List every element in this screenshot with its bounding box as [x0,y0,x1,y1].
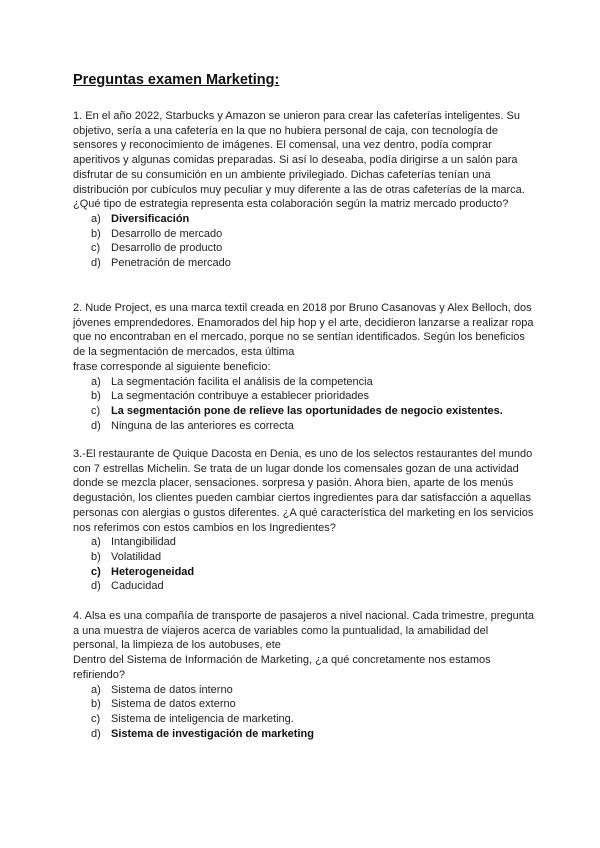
answer-option [73,256,535,271]
answer-options [73,683,535,742]
option-letter: a) [91,536,101,549]
option-text: Penetración de mercado [111,257,231,270]
answer-option [73,727,535,742]
page-title: Preguntas examen Marketing: [73,72,280,88]
question-text-continued: Dentro del Sistema de Información de Marketing, ¿a qué concretamente nos estamos refiriendo? [73,654,491,681]
answer-options [73,212,535,271]
answer-options [73,535,535,594]
answer-option [73,535,535,550]
option-text: Sistema de datos interno [111,683,233,696]
question-1 [73,109,535,271]
question-text: 2. Nude Project, es una marca textil creada en 2018 por Bruno Casanovas y Alex Belloch, dos jóvenes emprendedores. Enamorados del hip hop y el arte, decidieron lanzarse a realizar ropa que no encontraban en el mercado, porque no se sentían identificados. Según los beneficios de la segmentación de mercados, esta última [73,302,534,359]
option-text-correct: Diversificación [111,212,190,225]
question-3 [73,447,535,594]
option-text-correct: La segmentación pone de relieve las oportunidades de negocio existentes. [111,404,503,417]
option-text: Caducidad [111,580,164,593]
option-letter: a) [91,683,101,696]
question-4 [73,609,535,741]
option-letter: a) [91,212,101,225]
option-text-correct: Sistema de investigación de marketing [111,727,314,740]
option-letter: b) [91,227,101,240]
question-text: 4. Alsa es una compañía de transporte de pasajeros a nivel nacional. Cada trimestre, pregunta a una muestra de viajeros acerca de variables como la puntualidad, la amabilidad del personal, la limpieza de los autobuses, ete [73,610,535,652]
option-letter: c) [91,404,101,417]
question-2 [73,301,535,433]
answer-option [73,697,535,712]
option-letter: d) [91,580,101,593]
question-text: 1. En el año 2022, Starbucks y Amazon se unieron para crear las cafeterías inteligentes. Su objetivo, sería a una cafetería en la que no hubiera personal de caja, con tecnología de sensores y reconocimiento de imágenes. El comensal, una vez dentro, podía comprar aperitivos y algunas comidas preparadas. Si así lo deseaba, podía dirigirse a un salón para disfrutar de su consumición en un ambiente privilegiado. Dichas cafeterías tenían una distribución por cubículos muy peculiar y muy diferente a las de otras cafeterías de la marca. ¿Qué tipo de estrategia representa esta colaboración según la matriz mercado producto? [73,110,525,211]
answer-option [73,212,535,227]
option-letter: d) [91,419,101,432]
answer-option [73,227,535,242]
answer-option [73,241,535,256]
option-text: Desarrollo de producto [111,242,223,255]
option-letter: b) [91,390,101,403]
option-text: Volatilidad [111,550,162,563]
option-letter: b) [91,698,101,711]
answer-option [73,565,535,580]
option-letter: c) [91,242,101,255]
option-text: Sistema de datos externo [111,698,236,711]
option-text: Desarrollo de mercado [111,227,223,240]
answer-option [73,375,535,390]
option-text: Sistema de inteligencia de marketing. [111,712,294,725]
answer-option [73,712,535,727]
answer-option [73,550,535,565]
answer-option [73,579,535,594]
option-text: La segmentación contribuye a establecer prioridades [111,390,370,403]
answer-option [73,419,535,434]
option-letter: c) [91,565,101,578]
option-letter: a) [91,375,101,388]
answer-option [73,683,535,698]
option-letter: b) [91,550,101,563]
option-text: Ninguna de las anteriores es correcta [111,419,294,432]
answer-option [73,389,535,404]
option-letter: d) [91,257,101,270]
option-text-correct: Heterogeneidad [111,565,195,578]
question-text-continued: frase corresponde al siguiente beneficio: [73,360,271,373]
question-text: 3.-El restaurante de Quique Dacosta en Denia, es uno de los selectos restaurantes del mundo con 7 estrellas Michelin. Se trata de un lugar donde los comensales gozan de una actividad donde se mezcla placer, sensaciones. sorpresa y pasión. Ahora bien, aparte de los menús degustación, los clientes pueden cambiar ciertos ingredientes para dar satisfacción a aquellas personas con alergias o gustos diferentes. ¿A qué característica del marketing en los servicios nos referimos con estos cambios en los Ingredientes? [73,448,534,534]
option-text: La segmentación facilita el análisis de la competencia [111,375,373,388]
answer-option [73,404,535,419]
option-letter: d) [91,727,101,740]
option-letter: c) [91,712,101,725]
answer-options [73,375,535,434]
option-text: Intangibilidad [111,536,176,549]
